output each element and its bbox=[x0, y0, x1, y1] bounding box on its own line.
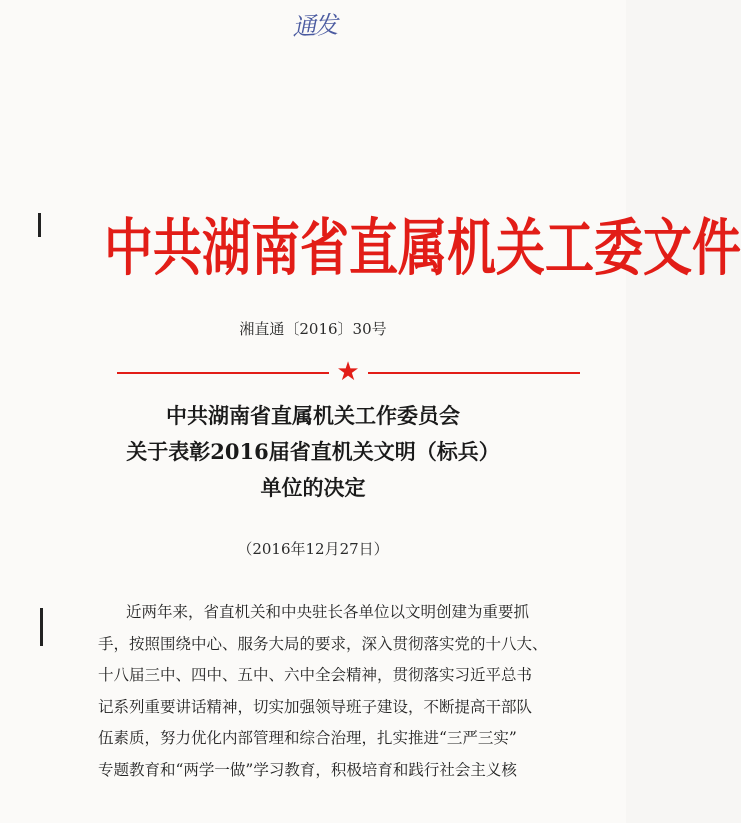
title-line-3: 单位的决定 bbox=[260, 475, 366, 500]
body-line: 十八届三中、四中、五中、六中全会精神，贯彻落实习近平总书 bbox=[98, 666, 533, 684]
body-paragraph bbox=[98, 597, 558, 786]
body-line: 伍素质，努力优化内部管理和综合治理，扎实推进“三严三实” bbox=[98, 729, 517, 747]
body-line: 专题教育和“两学一做”学习教育，积极培育和践行社会主义核 bbox=[98, 760, 517, 779]
red-star-icon: ★ bbox=[336, 357, 360, 387]
body-line: 近两年来，省直机关和中央驻长各单位以文明创建为重要抓 bbox=[126, 603, 530, 621]
document-title bbox=[0, 398, 626, 506]
document-date: （2016年12月27日） bbox=[237, 540, 389, 558]
margin-mark-top bbox=[38, 213, 41, 237]
margin-mark-bottom bbox=[40, 608, 43, 646]
document-masthead: 中共湖南省直属机关工委文件 bbox=[104, 211, 741, 284]
red-rule-right bbox=[368, 372, 580, 374]
handwritten-annotation: 通发 bbox=[291, 10, 337, 42]
body-line: 记系列重要讲话精神，切实加强领导班子建设，不断提高干部队 bbox=[98, 697, 533, 716]
red-rule-left bbox=[117, 372, 329, 374]
document-number: 湘直通〔2016〕30号 bbox=[239, 320, 387, 338]
title-line-2: 关于表彰2016届省直机关文明（标兵） bbox=[126, 439, 500, 464]
body-line: 手，按照围绕中心、服务大局的要求，深入贯彻落实党的十八大、 bbox=[98, 634, 548, 653]
title-line-1: 中共湖南省直属机关工作委员会 bbox=[166, 403, 460, 428]
